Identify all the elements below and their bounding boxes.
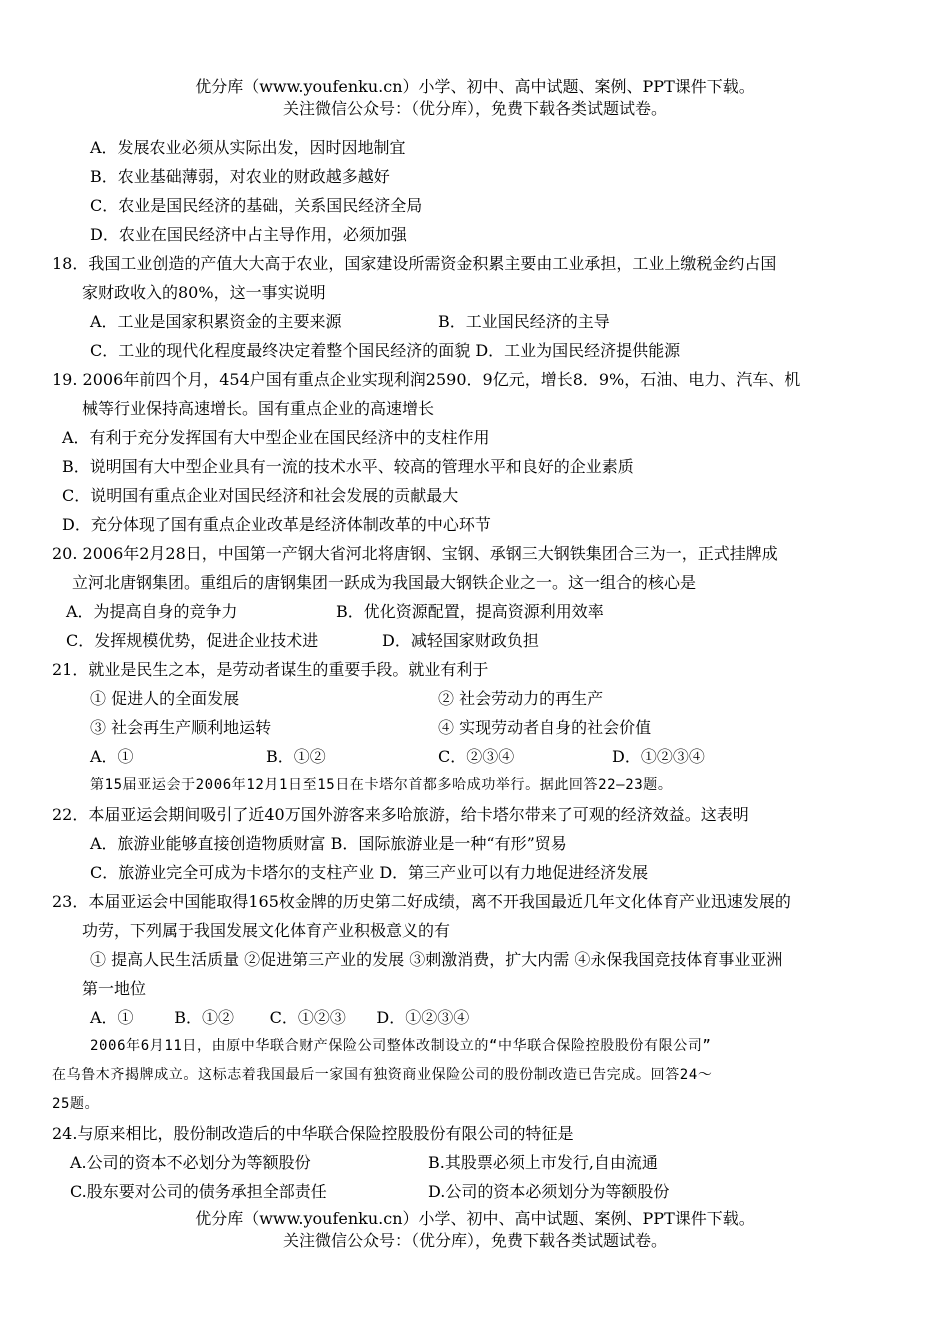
q21-options — [52, 742, 904, 771]
q18-stem-line-2: 家财政收入的80%，这一事实说明 — [82, 283, 326, 302]
q18-option-b: B．工业国民经济的主导 — [438, 312, 610, 331]
q18-option-a: A．工业是国家积累资金的主要来源 — [90, 312, 342, 331]
q21-stem: 21．就业是民生之本，是劳动者谋生的重要手段。就业有利于 — [52, 660, 489, 679]
q24-options-cd — [52, 1177, 904, 1206]
header-line-1: 优分库（www.youfenku.cn）小学、初中、高中试题、案例、PPT课件下载。 — [195, 77, 755, 96]
q20-option-c: C．发挥规模优势，促进企业技术进 — [66, 631, 319, 650]
question-18 — [52, 249, 904, 365]
q21-items-34 — [52, 713, 904, 742]
q23-stem-line-2: 功劳，下列属于我国发展文化体育产业积极意义的有 — [82, 921, 451, 940]
q21-item-2: ② 社会劳动力的再生产 — [438, 689, 604, 708]
q20-option-d: D．减轻国家财政负担 — [382, 631, 539, 650]
section-intro-24-25 — [52, 1032, 904, 1119]
q24-option-d: D.公司的资本必须划分为等额股份 — [428, 1182, 670, 1201]
q17-option-c: C．农业是国民经济的基础，关系国民经济全局 — [90, 196, 423, 215]
q19-option-d: D．充分体现了国有重点企业改革是经济体制改革的中心环节 — [62, 515, 491, 534]
q20-stem-line-1: 20. 2006年2月28日，中国第一产钢大省河北将唐钢、宝钢、承钢三大钢铁集团合三为一，正式挂牌成 — [52, 544, 778, 563]
q24-option-b: B.其股票必须上市发行,自由流通 — [428, 1153, 658, 1172]
q21-item-3: ③ 社会再生产顺利地运转 — [90, 718, 272, 737]
section-24-25-line-3: 25题。 — [52, 1096, 100, 1112]
q19-stem-line-2: 械等行业保持高速增长。国有重点企业的高速增长 — [82, 399, 435, 418]
q20-stem-line-2: 立河北唐钢集团。重组后的唐钢集团一跃成为我国最大钢铁企业之一。这一组合的核心是 — [72, 573, 697, 592]
q23-items-line-2: 第一地位 — [82, 979, 147, 998]
q20-option-a: A．为提高自身的竞争力 — [66, 602, 238, 621]
question-22 — [52, 800, 904, 887]
header-banner — [0, 76, 950, 120]
q18-options-ab — [52, 307, 904, 336]
question-19 — [52, 365, 904, 539]
q22-stem: 22．本届亚运会期间吸引了近40万国外游客来多哈旅游，给卡塔尔带来了可观的经济效益。这表明 — [52, 805, 749, 824]
q18-options-cd: C．工业的现代化程度最终决定着整个国民经济的面貌 D．工业为国民经济提供能源 — [90, 341, 681, 360]
q18-stem-line-1: 18．我国工业创造的产值大大高于农业，国家建设所需资金积累主要由工业承担，工业上缴税金约占国 — [52, 254, 777, 273]
q19-stem-line-1: 19. 2006年前四个月，454户国有重点企业实现利润2590．9亿元，增长8．9%，石油、电力、汽车、机 — [52, 370, 801, 389]
q20-option-b: B．优化资源配置，提高资源利用效率 — [336, 602, 604, 621]
q23-items-line-1: ① 提高人民生活质量 ②促进第三产业的发展 ③刺激消费，扩大内需 ④永保我国竞技体育事业亚洲 — [90, 950, 783, 969]
q23-options: A．① B．①② C．①②③ D．①②③④ — [90, 1008, 470, 1027]
q19-option-c: C．说明国有重点企业对国民经济和社会发展的贡献最大 — [62, 486, 459, 505]
section-intro-22-23: 第15届亚运会于2006年12月1日至15日在卡塔尔首都多哈成功举行。据此回答22—23题。 — [90, 777, 673, 793]
q24-stem: 24.与原来相比，股份制改造后的中华联合保险控股股份有限公司的特征是 — [52, 1124, 574, 1143]
q22-options-ab: A．旅游业能够直接创造物质财富 B．国际旅游业是一种“有形”贸易 — [90, 834, 567, 853]
q20-options-ab — [52, 597, 904, 626]
q17-option-a: A．发展农业必须从实际出发，因时因地制宜 — [90, 138, 406, 157]
q17-option-d: D．农业在国民经济中占主导作用，必须加强 — [90, 225, 407, 244]
q19-option-a: A．有利于充分发挥国有大中型企业在国民经济中的支柱作用 — [62, 428, 490, 447]
question-20 — [52, 539, 904, 655]
question-23 — [52, 887, 904, 1032]
section-24-25-line-2: 在乌鲁木齐揭牌成立。这标志着我国最后一家国有独资商业保险公司的股份制改造已告完成。回答24～ — [52, 1067, 713, 1083]
question-21 — [52, 655, 904, 771]
q22-options-cd: C．旅游业完全可成为卡塔尔的支柱产业 D．第三产业可以有力地促进经济发展 — [90, 863, 649, 882]
q20-options-cd — [52, 626, 904, 655]
q19-option-b: B．说明国有大中型企业具有一流的技术水平、较高的管理水平和良好的企业素质 — [62, 457, 634, 476]
q24-options-ab — [52, 1148, 904, 1177]
section-24-25-line-1: 2006年6月11日，由原中华联合财产保险公司整体改制设立的“中华联合保险控股股份有限公司” — [90, 1038, 712, 1054]
q24-option-a: A.公司的资本不必划分为等额股份 — [70, 1153, 311, 1172]
footer-line-2: 关注微信公众号：（优分库），免费下载各类试题试卷。 — [282, 1231, 667, 1250]
q21-item-1: ① 促进人的全面发展 — [90, 689, 240, 708]
q21-option-b: B．①② — [266, 747, 326, 766]
q21-option-c: C．②③④ — [438, 747, 515, 766]
header-line-2: 关注微信公众号：（优分库），免费下载各类试题试卷。 — [282, 99, 667, 118]
q21-items-12 — [52, 684, 904, 713]
q23-stem-line-1: 23．本届亚运会中国能取得165枚金牌的历史第二好成绩，离不开我国最近几年文化体育产业迅速发展的 — [52, 892, 791, 911]
q21-option-d: D．①②③④ — [612, 747, 705, 766]
q17-option-b: B．农业基础薄弱，对农业的财政越多越好 — [90, 167, 390, 186]
q24-option-c: C.股东要对公司的债务承担全部责任 — [70, 1182, 327, 1201]
q21-option-a: A．① — [90, 747, 134, 766]
question-24 — [52, 1119, 904, 1206]
q21-item-4: ④ 实现劳动者自身的社会价值 — [438, 718, 652, 737]
question-17-options — [52, 133, 904, 249]
footer-banner — [0, 1208, 950, 1252]
footer-line-1: 优分库（www.youfenku.cn）小学、初中、高中试题、案例、PPT课件下载。 — [195, 1209, 755, 1228]
question-content — [52, 133, 904, 1206]
